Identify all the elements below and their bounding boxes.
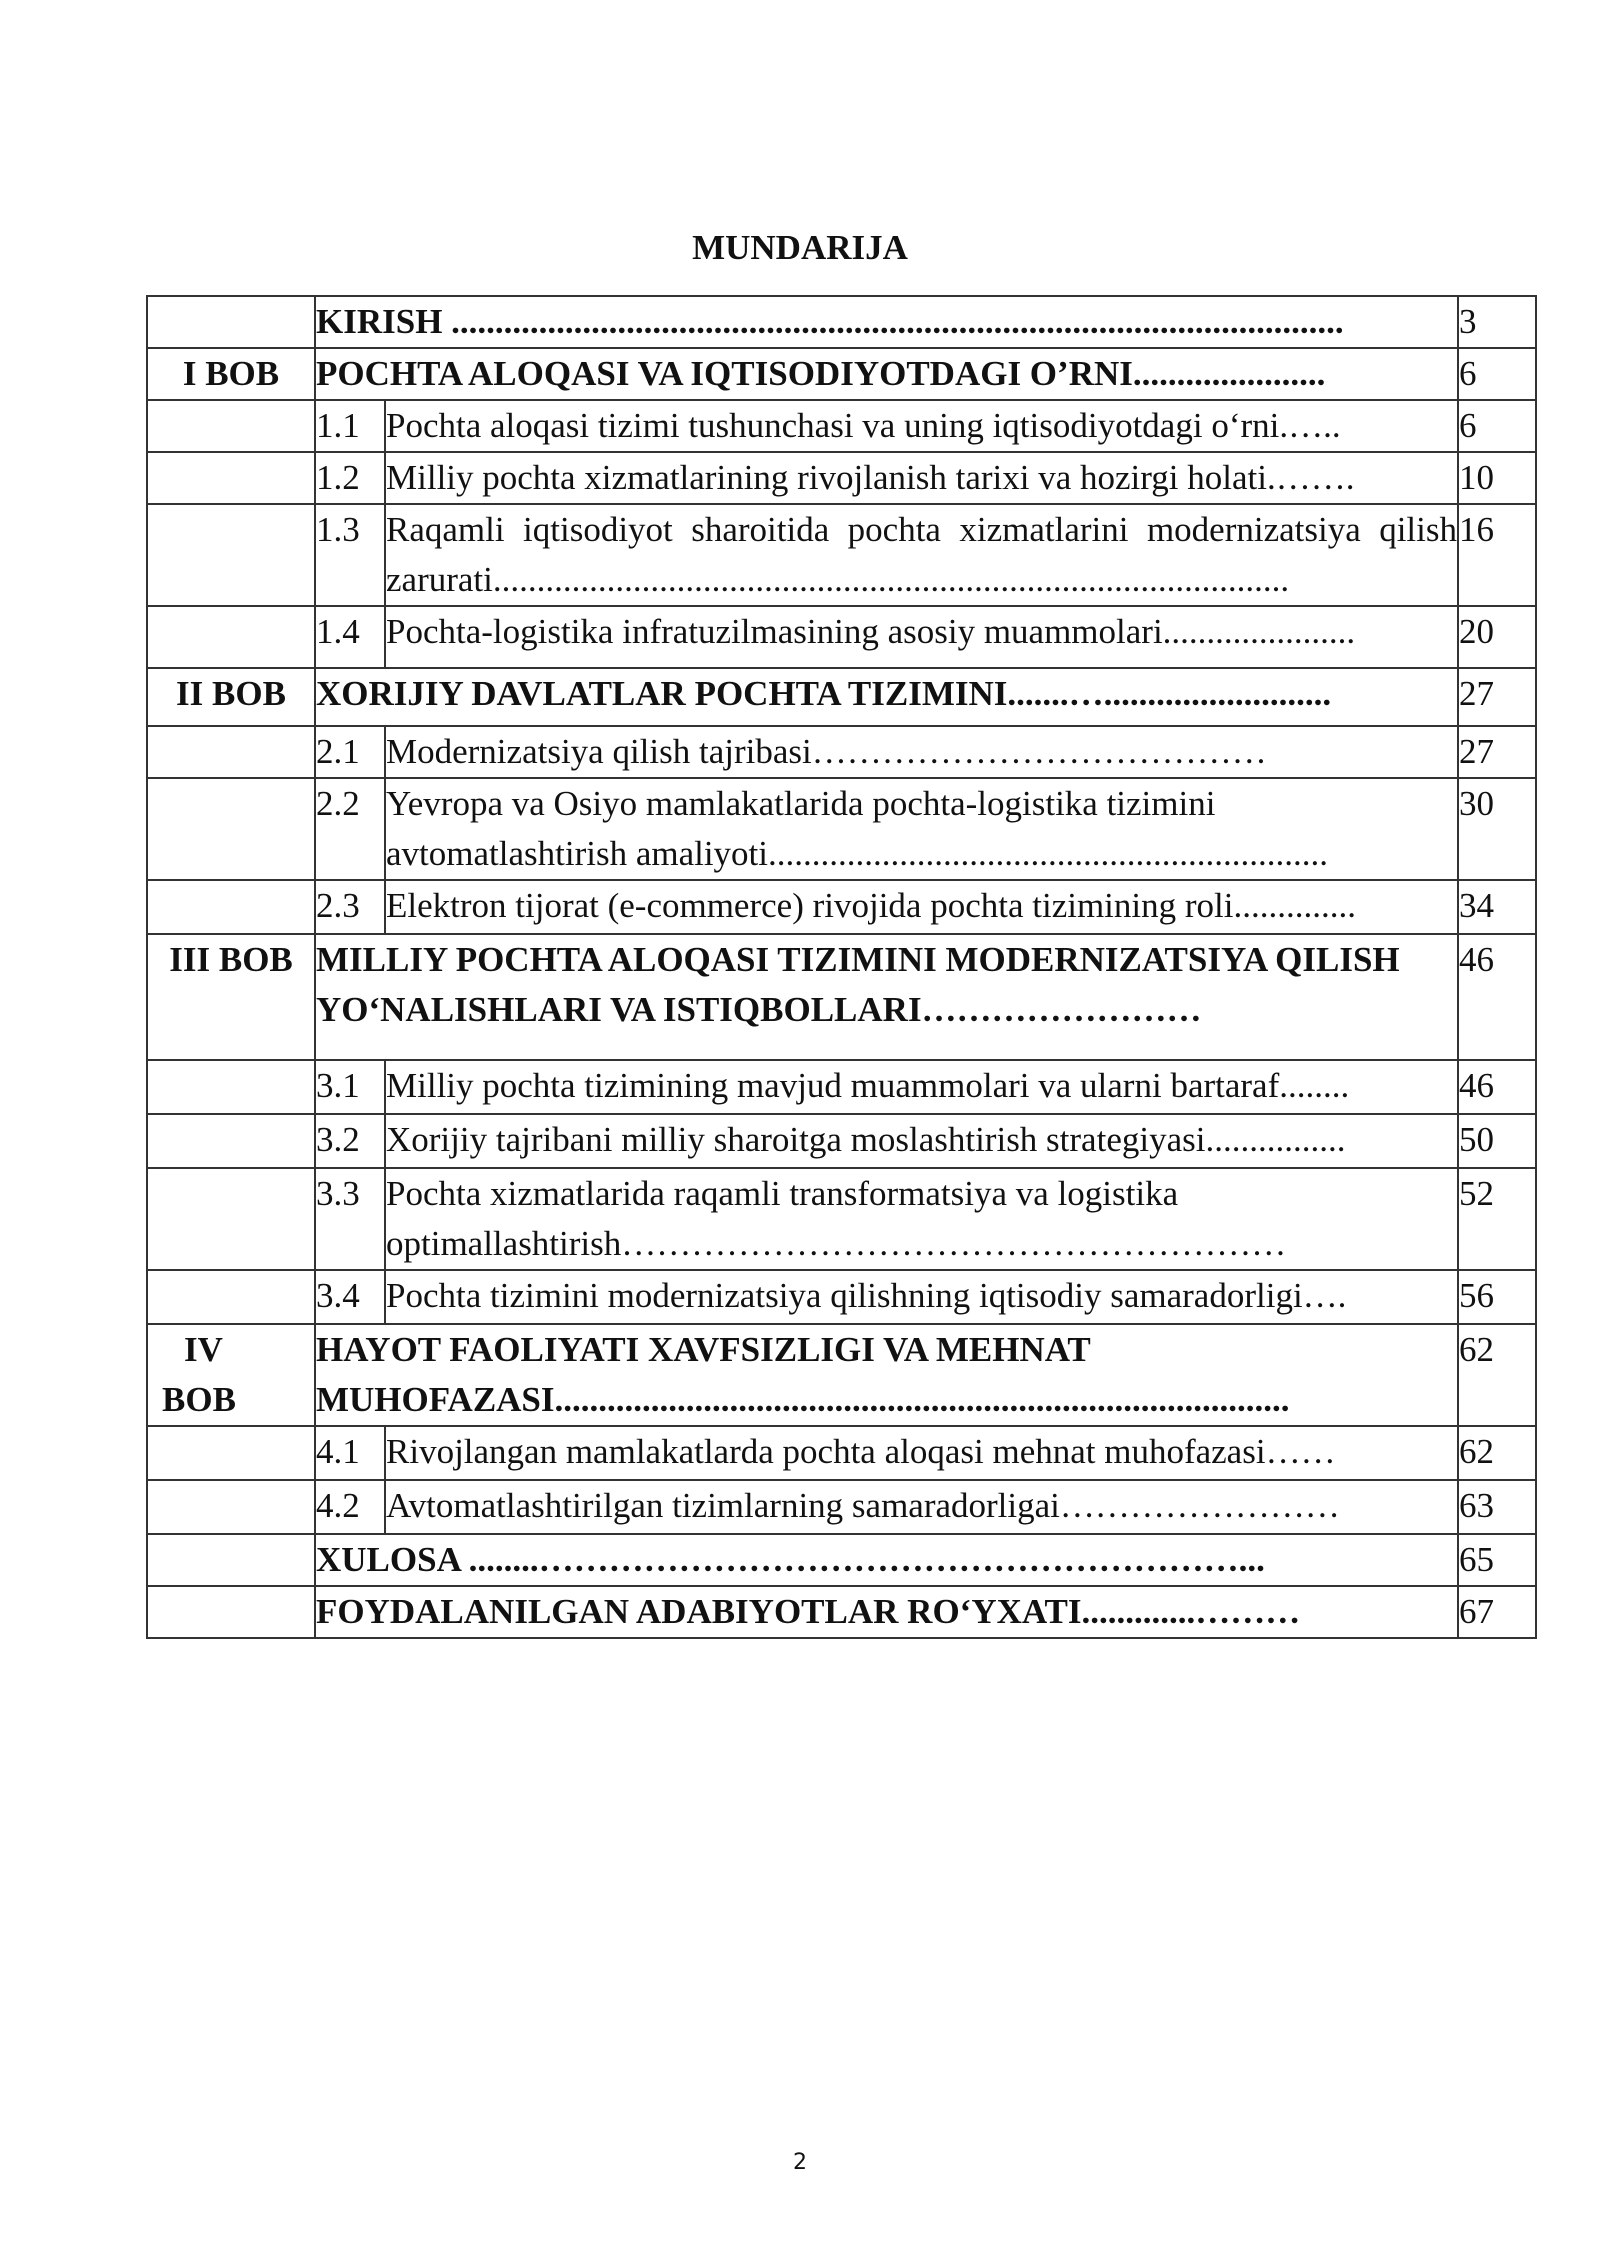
chapter-cell xyxy=(147,400,315,452)
page-ref: 56 xyxy=(1458,1270,1536,1324)
toc-row-xulosa xyxy=(147,1534,1536,1586)
page-number: 2 xyxy=(793,2150,807,2175)
chapter-cell xyxy=(147,1168,315,1270)
chapter-cell xyxy=(147,1480,315,1534)
section-number: 4.1 xyxy=(315,1426,385,1480)
document-title: MUNDARIJA xyxy=(692,228,908,267)
chapter-cell xyxy=(147,726,315,778)
page-ref: 16 xyxy=(1458,504,1536,606)
chapter-cell xyxy=(147,1114,315,1168)
chapter-cell xyxy=(147,778,315,880)
page-ref: 62 xyxy=(1458,1324,1536,1426)
page-ref: 63 xyxy=(1458,1480,1536,1534)
table-of-contents xyxy=(146,295,1537,1639)
section-title: Raqamli iqtisodiyot sharoitida pochta xizmatlarini modernizatsiya qilish zarurati........................................................................................... xyxy=(385,504,1458,606)
page-ref: 46 xyxy=(1458,934,1536,1060)
page-ref: 6 xyxy=(1458,348,1536,400)
section-title: Pochta tizimini modernizatsiya qilishning iqtisodiy samaradorligi…. xyxy=(385,1270,1458,1324)
toc-row-chapter-3 xyxy=(147,934,1536,1060)
chapter-title: HAYOT FAOLIYATI XAVFSIZLIGI VA MEHNAT MUHOFAZASI.................................................................................... xyxy=(315,1324,1458,1426)
section-number: 1.3 xyxy=(315,504,385,606)
chapter-cell xyxy=(147,504,315,606)
section-title: Milliy pochta xizmatlarining rivojlanish tarixi va hozirgi holati.……. xyxy=(385,452,1458,504)
chapter-label: I BOB xyxy=(147,348,315,400)
chapter-cell xyxy=(147,1060,315,1114)
section-number: 2.1 xyxy=(315,726,385,778)
toc-row-chapter-4 xyxy=(147,1324,1536,1426)
section-title: Pochta xizmatlarida raqamli transformatsiya va logistika optimallashtirish………………………………………………… xyxy=(385,1168,1458,1270)
chapter-label-line1: IV xyxy=(184,1330,223,1369)
section-number: 3.1 xyxy=(315,1060,385,1114)
toc-row-adabiyotlar xyxy=(147,1586,1536,1638)
section-title: Milliy pochta tizimining mavjud muammolari va ularni bartaraf........ xyxy=(385,1060,1458,1114)
page-ref: 67 xyxy=(1458,1586,1536,1638)
page-ref: 27 xyxy=(1458,726,1536,778)
page-ref: 30 xyxy=(1458,778,1536,880)
page-ref: 65 xyxy=(1458,1534,1536,1586)
toc-row-1-4 xyxy=(147,606,1536,668)
section-number: 2.3 xyxy=(315,880,385,934)
section-number: 3.4 xyxy=(315,1270,385,1324)
toc-row-kirish xyxy=(147,296,1536,348)
toc-row-2-1 xyxy=(147,726,1536,778)
toc-row-1-1 xyxy=(147,400,1536,452)
chapter-label: III BOB xyxy=(147,934,315,1060)
page-ref: 50 xyxy=(1458,1114,1536,1168)
page-ref: 10 xyxy=(1458,452,1536,504)
chapter-cell xyxy=(147,1586,315,1638)
entry-title: XULOSA ........……………………………………………………... xyxy=(315,1534,1458,1586)
section-number: 3.3 xyxy=(315,1168,385,1270)
toc-row-chapter-2 xyxy=(147,668,1536,726)
entry-title: KIRISH ...................................................................................................... xyxy=(315,296,1458,348)
chapter-label-line2: BOB xyxy=(162,1380,236,1419)
chapter-title: POCHTA ALOQASI VA IQTISODIYOTDAGI O’RNI...................... xyxy=(315,348,1458,400)
toc-row-1-3 xyxy=(147,504,1536,606)
section-title: Xorijiy tajribani milliy sharoitga moslashtirish strategiyasi................ xyxy=(385,1114,1458,1168)
chapter-label: II BOB xyxy=(147,668,315,726)
page-ref: 3 xyxy=(1458,296,1536,348)
section-title: Pochta aloqasi tizimi tushunchasi va uning iqtisodiyotdagi o‘rni.….. xyxy=(385,400,1458,452)
section-title: Avtomatlashtirilgan tizimlarning samaradorligai…………………… xyxy=(385,1480,1458,1534)
section-title: Elektron tijorat (e-commerce) rivojida pochta tizimining roli.............. xyxy=(385,880,1458,934)
section-number: 1.4 xyxy=(315,606,385,668)
page-ref: 27 xyxy=(1458,668,1536,726)
section-title: Yevropa va Osiyo mamlakatlarida pochta-logistika tizimini avtomatlashtirish amaliyoti................................................................ xyxy=(385,778,1458,880)
chapter-label xyxy=(147,1324,315,1426)
section-title: Modernizatsiya qilish tajribasi………………………………… xyxy=(385,726,1458,778)
page-ref: 52 xyxy=(1458,1168,1536,1270)
page-ref: 6 xyxy=(1458,400,1536,452)
chapter-cell xyxy=(147,296,315,348)
section-number: 1.2 xyxy=(315,452,385,504)
toc-row-3-1 xyxy=(147,1060,1536,1114)
toc-row-4-1 xyxy=(147,1426,1536,1480)
section-number: 1.1 xyxy=(315,400,385,452)
entry-title: FOYDALANILGAN ADABIYOTLAR RO‘YXATI.............……… xyxy=(315,1586,1458,1638)
chapter-cell xyxy=(147,1534,315,1586)
section-number: 4.2 xyxy=(315,1480,385,1534)
page-ref: 20 xyxy=(1458,606,1536,668)
toc-row-2-3 xyxy=(147,880,1536,934)
page-ref: 34 xyxy=(1458,880,1536,934)
toc-row-3-3 xyxy=(147,1168,1536,1270)
section-title: Pochta-logistika infratuzilmasining asosiy muammolari...................... xyxy=(385,606,1458,668)
toc-row-1-2 xyxy=(147,452,1536,504)
chapter-title: XORIJIY DAVLATLAR POCHTA TIZIMINI.......….......................... xyxy=(315,668,1458,726)
chapter-cell xyxy=(147,452,315,504)
page-ref: 46 xyxy=(1458,1060,1536,1114)
chapter-cell xyxy=(147,880,315,934)
toc-row-3-2 xyxy=(147,1114,1536,1168)
chapter-title: MILLIY POCHTA ALOQASI TIZIMINI MODERNIZATSIYA QILISH YO‘NALISHLARI VA ISTIQBOLLARI…………………… xyxy=(315,934,1458,1060)
page-ref: 62 xyxy=(1458,1426,1536,1480)
section-title: Rivojlangan mamlakatlarda pochta aloqasi mehnat muhofazasi…… xyxy=(385,1426,1458,1480)
toc-row-3-4 xyxy=(147,1270,1536,1324)
section-number: 2.2 xyxy=(315,778,385,880)
chapter-cell xyxy=(147,1426,315,1480)
chapter-cell xyxy=(147,606,315,668)
section-number: 3.2 xyxy=(315,1114,385,1168)
toc-row-chapter-1 xyxy=(147,348,1536,400)
chapter-cell xyxy=(147,1270,315,1324)
toc-row-2-2 xyxy=(147,778,1536,880)
toc-row-4-2 xyxy=(147,1480,1536,1534)
